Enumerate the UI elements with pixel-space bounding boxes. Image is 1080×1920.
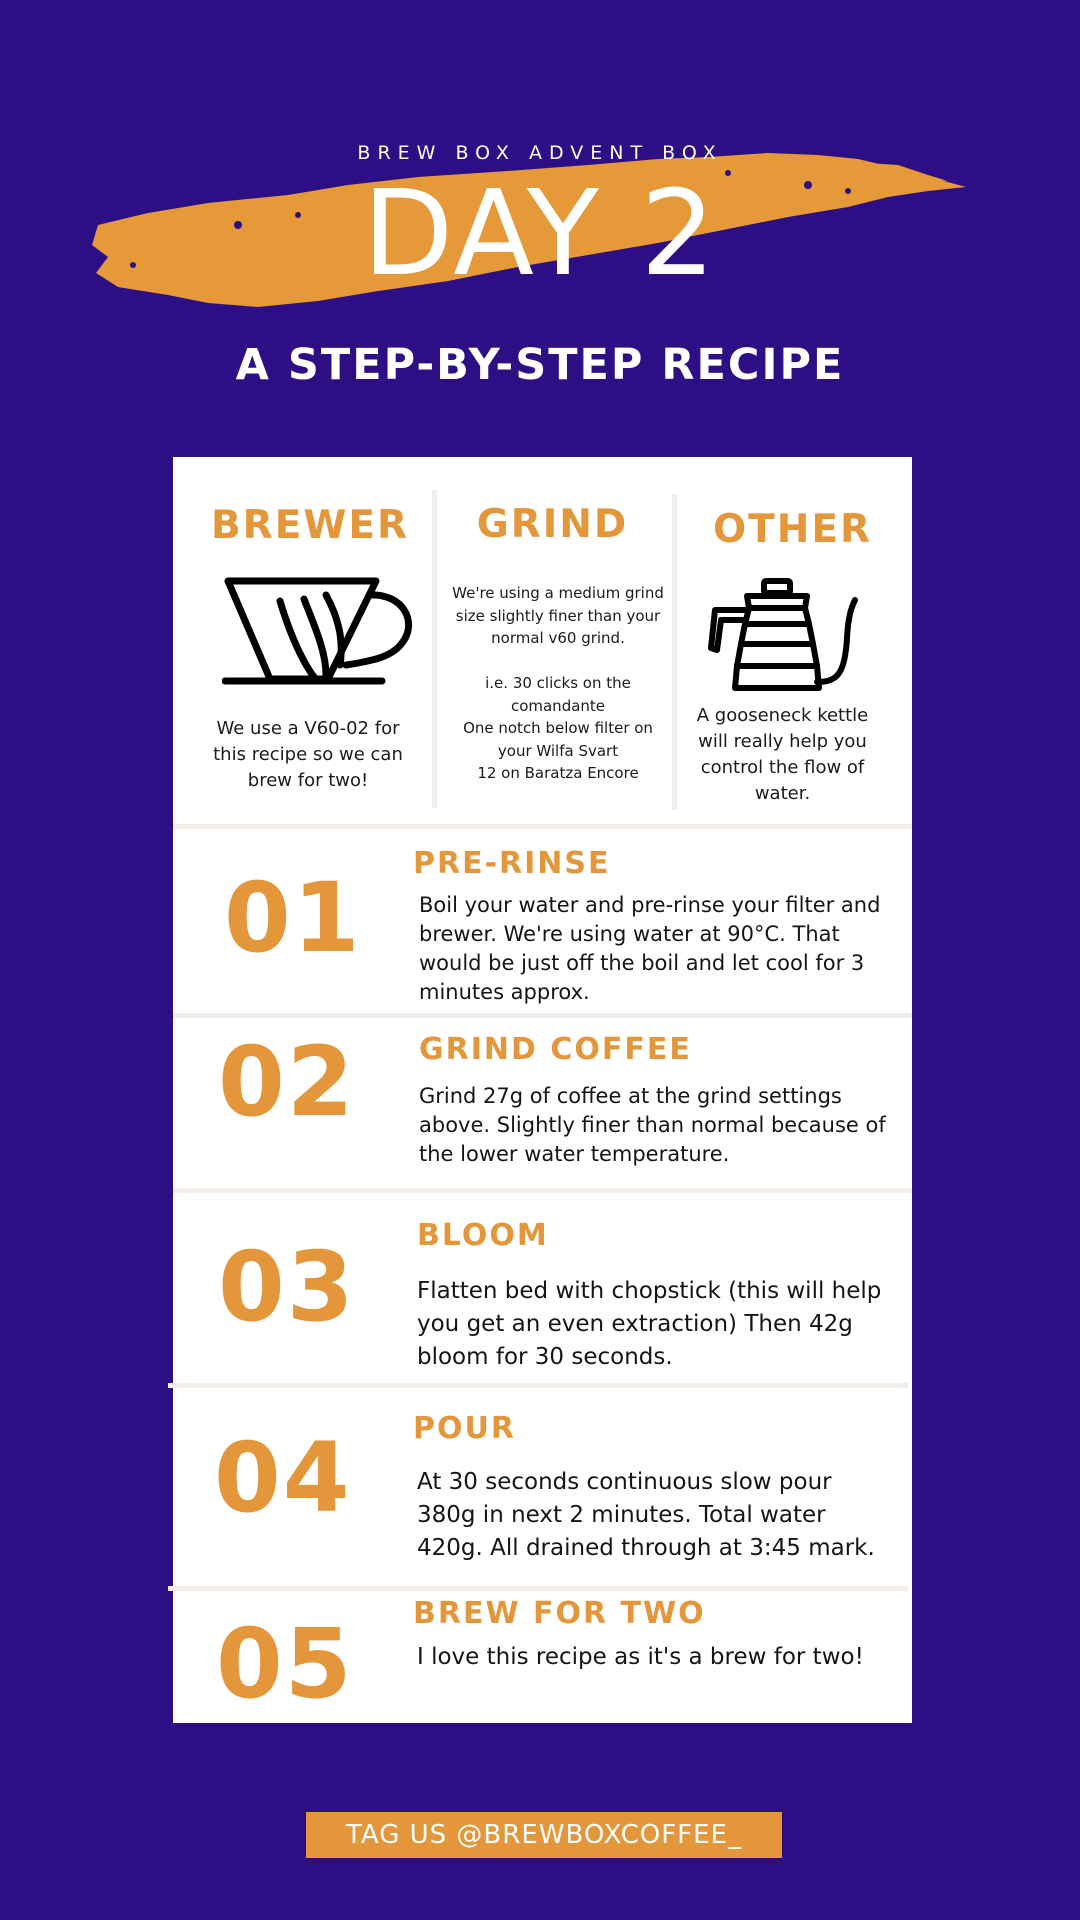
- brewer-title: BREWER: [210, 503, 410, 548]
- step-number: 03: [218, 1231, 356, 1343]
- row-divider: [168, 1383, 908, 1388]
- page-subtitle: A STEP-BY-STEP RECIPE: [235, 340, 845, 390]
- brewer-text: We use a V60-02 for this recipe so we can brew for two!: [213, 718, 403, 791]
- step-number: 02: [218, 1026, 356, 1138]
- other-title: OTHER: [712, 507, 873, 552]
- step-title: GRIND COFFEE: [419, 1032, 692, 1067]
- step-text: Boil your water and pre-rinse your filter and brewer. We're using water at 90°C. That would be just off the boil and let cool for 3 minutes approx.: [419, 893, 881, 1004]
- day-title: DAY 2: [362, 164, 718, 302]
- step-title: BREW FOR TWO: [413, 1596, 706, 1631]
- step-number: 04: [214, 1422, 352, 1534]
- step-text: Grind 27g of coffee at the grind settings above. Slightly finer than normal because of the lower water temperature.: [419, 1084, 886, 1166]
- row-divider: [168, 1586, 908, 1591]
- step-number: 01: [224, 862, 362, 974]
- gooseneck-kettle-icon: [705, 578, 860, 694]
- v60-dripper-icon: [222, 573, 418, 691]
- grind-title: GRIND: [476, 502, 629, 547]
- social-tag-banner: TAG US @BREWBOXCOFFEE_: [306, 1812, 782, 1858]
- step-title: POUR: [413, 1411, 516, 1446]
- step-title: PRE-RINSE: [413, 846, 611, 881]
- header-kicker: BREW BOX ADVENT BOX: [357, 142, 723, 164]
- column-divider: [672, 494, 677, 810]
- step-number: 05: [216, 1608, 354, 1720]
- step-text: Flatten bed with chopstick (this will help you get an even extraction) Then 42g bloom for 30 seconds.: [417, 1278, 882, 1370]
- row-divider: [173, 824, 912, 829]
- step-title: BLOOM: [417, 1218, 549, 1253]
- step-text: At 30 seconds continuous slow pour 380g in next 2 minutes. Total water 420g. All drained through at 3:45 mark.: [417, 1469, 875, 1561]
- grind-text: We're using a medium grind size slightly finer than your normal v60 grind. i.e. 30 clicks on the comandante One notch below filter on your Wilfa Svart 12 on Baratza Encore: [452, 584, 664, 782]
- row-divider: [173, 1013, 912, 1018]
- row-divider: [173, 1188, 912, 1193]
- step-text: I love this recipe as it's a brew for two!: [417, 1644, 864, 1670]
- other-text: A gooseneck kettle will really help you control the flow of water.: [696, 705, 869, 804]
- column-divider: [432, 490, 437, 808]
